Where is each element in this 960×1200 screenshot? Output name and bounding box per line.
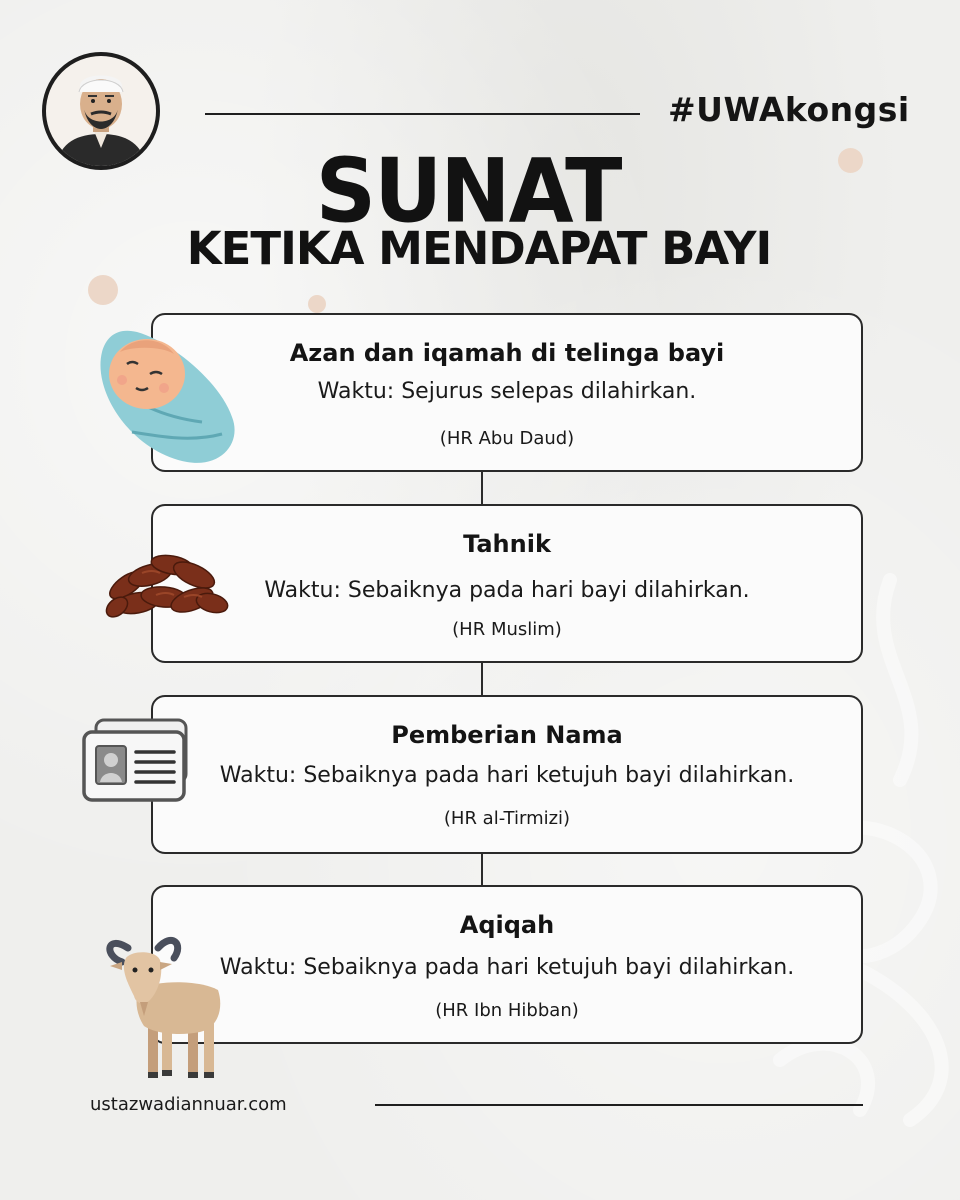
decorative-dot bbox=[88, 275, 118, 305]
card-source: (HR al-Tirmizi) bbox=[443, 808, 571, 829]
card-time: Waktu: Sebaiknya pada hari ketujuh bayi dilahirkan. bbox=[219, 763, 795, 788]
goat-icon bbox=[100, 928, 225, 1080]
page-subtitle: KETIKA MENDAPAT BAYI bbox=[186, 222, 772, 275]
footer-divider bbox=[375, 1104, 863, 1106]
card-time: Waktu: Sebaiknya pada hari bayi dilahirkan. bbox=[264, 578, 750, 603]
swaddled-baby-icon bbox=[92, 322, 242, 467]
hashtag-label: #UWAkongsi bbox=[668, 90, 910, 129]
sunnah-card-aqiqah bbox=[151, 885, 863, 1044]
card-source: (HR Ibn Hibban) bbox=[435, 1000, 579, 1021]
sunnah-card-tahnik bbox=[151, 504, 863, 663]
card-title: Azan dan iqamah di telinga bayi bbox=[289, 339, 725, 367]
decorative-dot bbox=[308, 295, 326, 313]
card-title: Tahnik bbox=[463, 530, 551, 558]
website-link[interactable]: ustazwadiannuar.com bbox=[90, 1094, 287, 1115]
sunnah-card-naming bbox=[151, 695, 863, 854]
card-source: (HR Abu Daud) bbox=[439, 428, 575, 449]
card-source: (HR Muslim) bbox=[452, 619, 562, 640]
page-title: SUNAT bbox=[315, 139, 621, 243]
header-divider bbox=[205, 113, 640, 115]
dates-icon bbox=[102, 545, 232, 620]
sunnah-card-azan bbox=[151, 313, 863, 472]
card-title: Pemberian Nama bbox=[391, 721, 623, 749]
card-time: Waktu: Sebaiknya pada hari ketujuh bayi dilahirkan. bbox=[219, 955, 795, 980]
card-title: Aqiqah bbox=[459, 911, 555, 939]
id-card-icon bbox=[78, 716, 193, 806]
card-time: Waktu: Sejurus selepas dilahirkan. bbox=[317, 379, 697, 404]
